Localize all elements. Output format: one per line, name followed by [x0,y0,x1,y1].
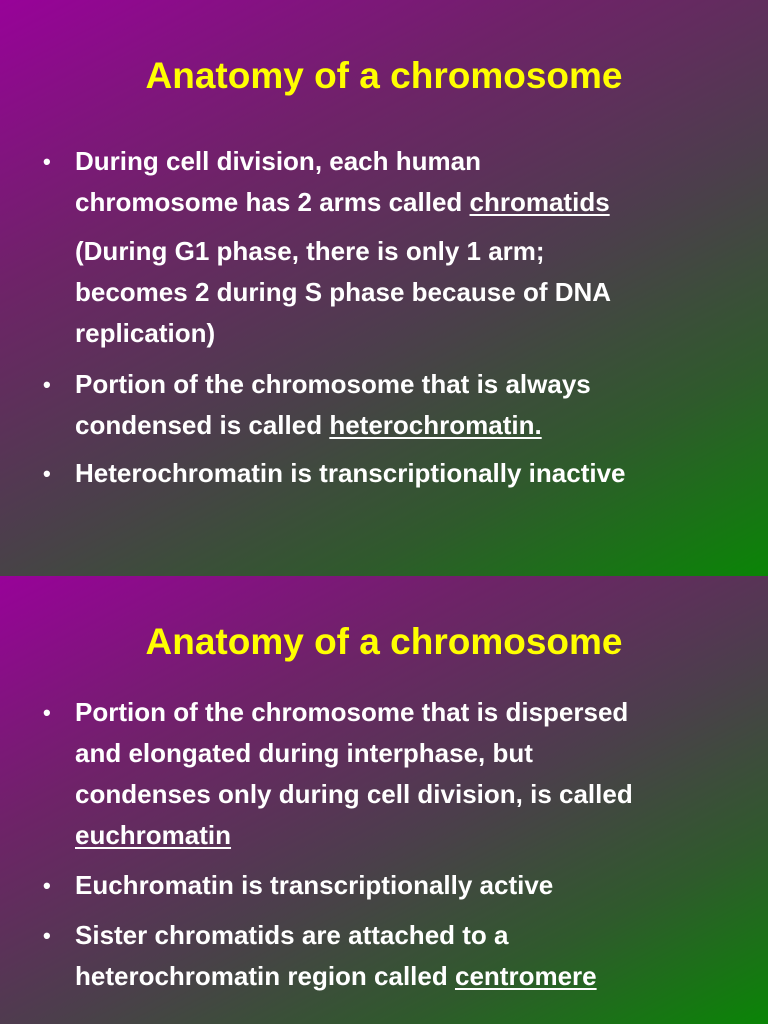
bullet-marker: • [43,873,51,898]
bullet-marker: • [43,372,51,397]
slide-2 [0,576,768,1024]
note-paragraph [75,231,611,354]
bullet-text-line: heterochromatin region called [75,961,455,991]
bullet-text-line: chromosome has 2 arms called [75,187,470,217]
slide-title: Anatomy of a chromosome [145,621,623,662]
term-heterochromatin: heterochromatin. [329,410,542,440]
note-line: (During G1 phase, there is only 1 arm; [75,236,545,266]
bullet-marker: • [43,461,51,486]
note-line: becomes 2 during S phase because of DNA [75,277,612,307]
bullet-item [43,865,745,906]
bullet-text-line: Euchromatin is transcriptionally active [75,870,554,900]
bullet-item [43,141,745,223]
bullet-marker: • [43,149,51,174]
bullet-text-line: and elongated during interphase, but [75,738,533,768]
bullet-marker: • [43,700,51,725]
bullet-marker: • [43,923,51,948]
bullet-item [43,364,745,446]
note-line: replication) [75,318,216,348]
term-euchromatin: euchromatin [75,820,232,850]
bullet-item [43,453,745,494]
bullet-text-line: Sister chromatids are attached to a [75,920,509,950]
bullet-text-line: Portion of the chromosome that is dispersed [75,697,629,727]
bullet-item [43,915,745,997]
slide-title: Anatomy of a chromosome [145,55,623,96]
bullet-text-line: Portion of the chromosome that is always [75,369,591,399]
bullet-text-line: Heterochromatin is transcriptionally inactive [75,458,626,488]
term-centromere: centromere [454,961,597,991]
bullet-text-line: During cell division, each human [75,146,481,176]
term-chromatids: chromatids [469,187,610,217]
bullet-item [43,692,745,856]
bullet-text-line: condenses only during cell division, is called [75,779,633,809]
bullet-text-line: condensed is called [75,410,330,440]
